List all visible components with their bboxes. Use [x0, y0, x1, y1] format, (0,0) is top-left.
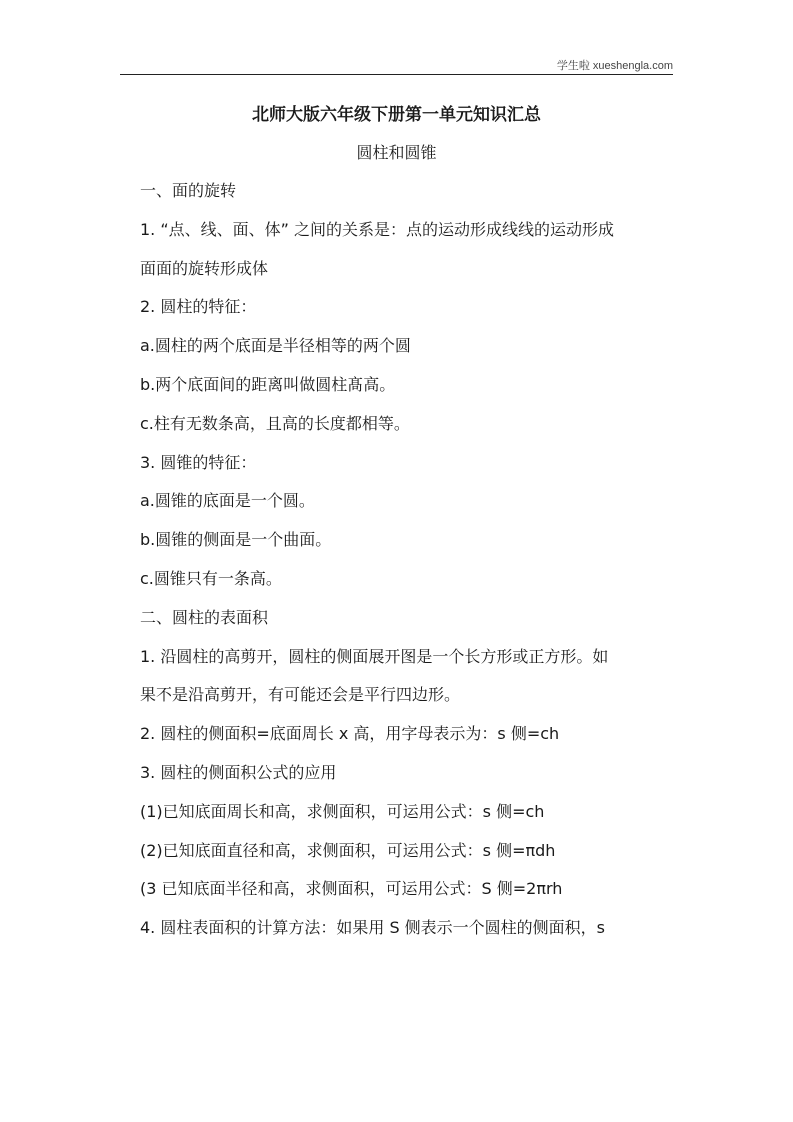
document-title: 北师大版六年级下册第一单元知识汇总: [252, 105, 541, 125]
body-line: 面面的旋转形成体: [140, 258, 269, 278]
body-line: 3. 圆柱的侧面积公式的应用: [140, 762, 337, 782]
body-line: b.两个底面间的距离叫做圆柱髙高。: [140, 374, 396, 394]
document-body: [140, 174, 660, 950]
body-line: a.圆锥的底面是一个圆。: [140, 491, 315, 511]
header-site-label: 学生啦 xueshengla.com: [556, 60, 673, 72]
body-line: a.圆柱的两个底面是半径相等的两个圆: [140, 336, 411, 356]
body-line: 2. 圆柱的特征：: [140, 297, 257, 317]
document-subtitle: 圆柱和圆锥: [356, 143, 437, 162]
body-line: 1. 沿圆柱的高剪开，圆柱的侧面展开图是一个长方形或正方形。如: [140, 646, 609, 666]
body-line: (1)已知底面周长和高，求侧面积，可运用公式：s 侧=ch: [140, 801, 545, 821]
body-line: 2. 圆柱的侧面积=底面周长 x 高，用字母表示为：s 侧=ch: [140, 724, 560, 744]
body-line: c.圆锥只有一条高。: [140, 568, 282, 588]
body-line: 4. 圆柱表面积的计算方法：如果用 S 侧表示一个圆柱的侧面积，s: [140, 918, 606, 938]
section-heading: 一、面的旋转: [140, 181, 237, 200]
body-line: 1. “点、线、面、体” 之间的关系是：点的运动形成线线的运动形成: [140, 219, 615, 239]
body-line: (3 已知底面半径和高，求侧面积，可运用公式：S 侧=2πrh: [140, 879, 563, 899]
section-heading: 二、圆柱的表面积: [140, 607, 269, 627]
body-line: (2)已知底面直径和高，求侧面积，可运用公式：s 侧=πdh: [140, 840, 556, 860]
body-line: b.圆锥的侧面是一个曲面。: [140, 530, 332, 550]
body-line: 3. 圆锥的特征：: [140, 452, 257, 472]
body-line: c.柱有无数条高，且高的长度都相等。: [140, 413, 410, 433]
body-line: 果不是沿高剪开，有可能还会是平行四边形。: [140, 685, 461, 705]
header-divider: [120, 74, 673, 75]
